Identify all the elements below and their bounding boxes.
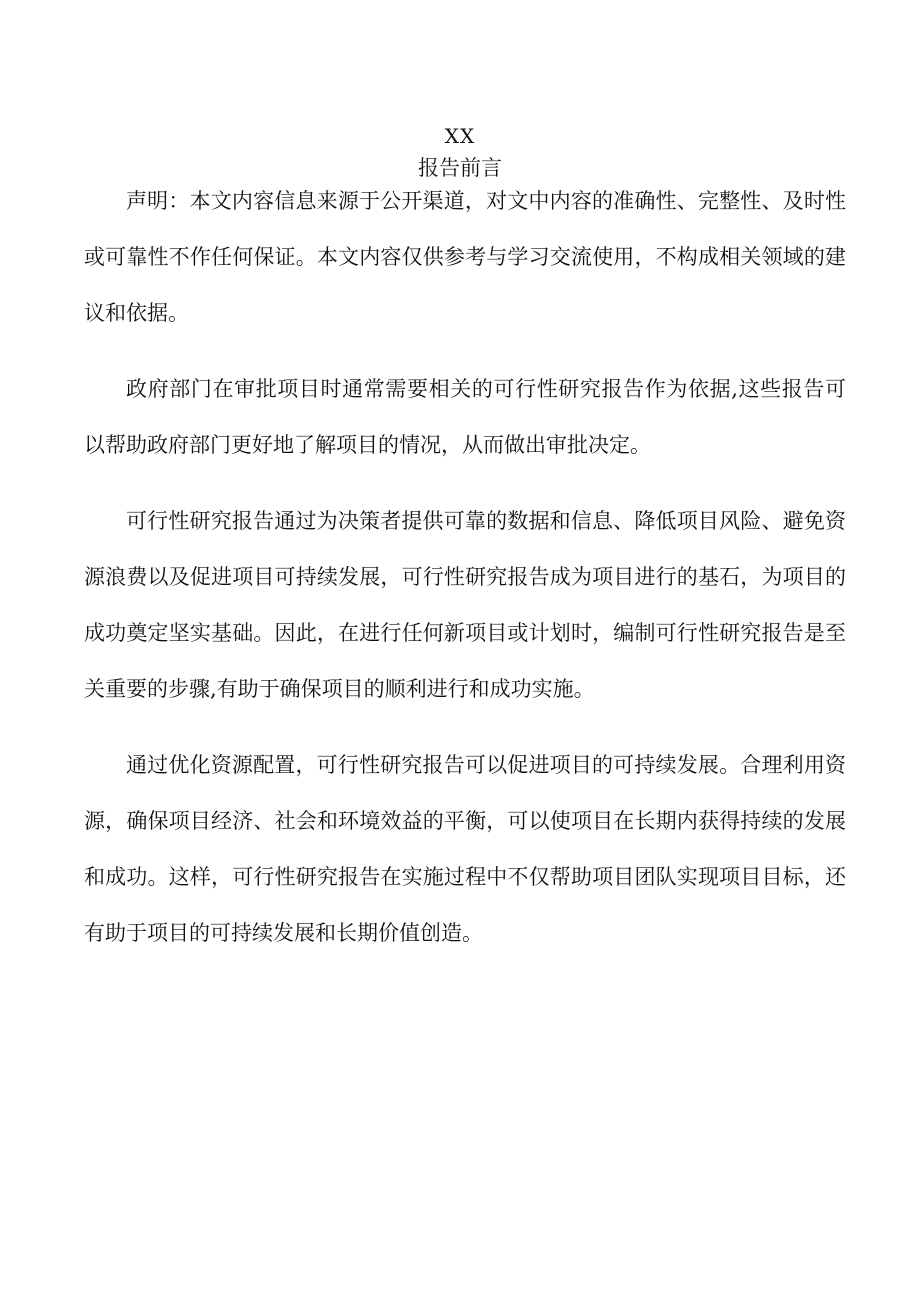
- paragraph-approval: 政府部门在审批项目时通常需要相关的可行性研究报告作为依据,这些报告可以帮助政府部门更好地了解项目的情况，从而做出审批决定。: [84, 377, 846, 457]
- document-title: 报告前言: [418, 156, 502, 180]
- paragraph-disclaimer: 声明：本文内容信息来源于公开渠道，对文中内容的准确性、完整性、及时性或可靠性不作任何保证。本文内容仅供参考与学习交流使用，不构成相关领域的建议和依据。: [84, 189, 846, 325]
- document-body: [84, 173, 846, 981]
- paragraph-sustainability: 通过优化资源配置，可行性研究报告可以促进项目的可持续发展。合理利用资源，确保项目经济、社会和环境效益的平衡，可以使项目在长期内获得持续的发展和成功。这样，可行性研究报告在实施过程中不仅帮助项目团队实现项目目标，还有助于项目的可持续发展和长期价值创造。: [84, 753, 846, 945]
- document-code: XX: [444, 124, 476, 148]
- paragraph-foundation: 可行性研究报告通过为决策者提供可靠的数据和信息、降低项目风险、避免资源浪费以及促进项目可持续发展，可行性研究报告成为项目进行的基石，为项目的成功奠定坚实基础。因此，在进行任何新项目或计划时，编制可行性研究报告是至关重要的步骤,有助于确保项目的顺利进行和成功实施。: [84, 509, 846, 701]
